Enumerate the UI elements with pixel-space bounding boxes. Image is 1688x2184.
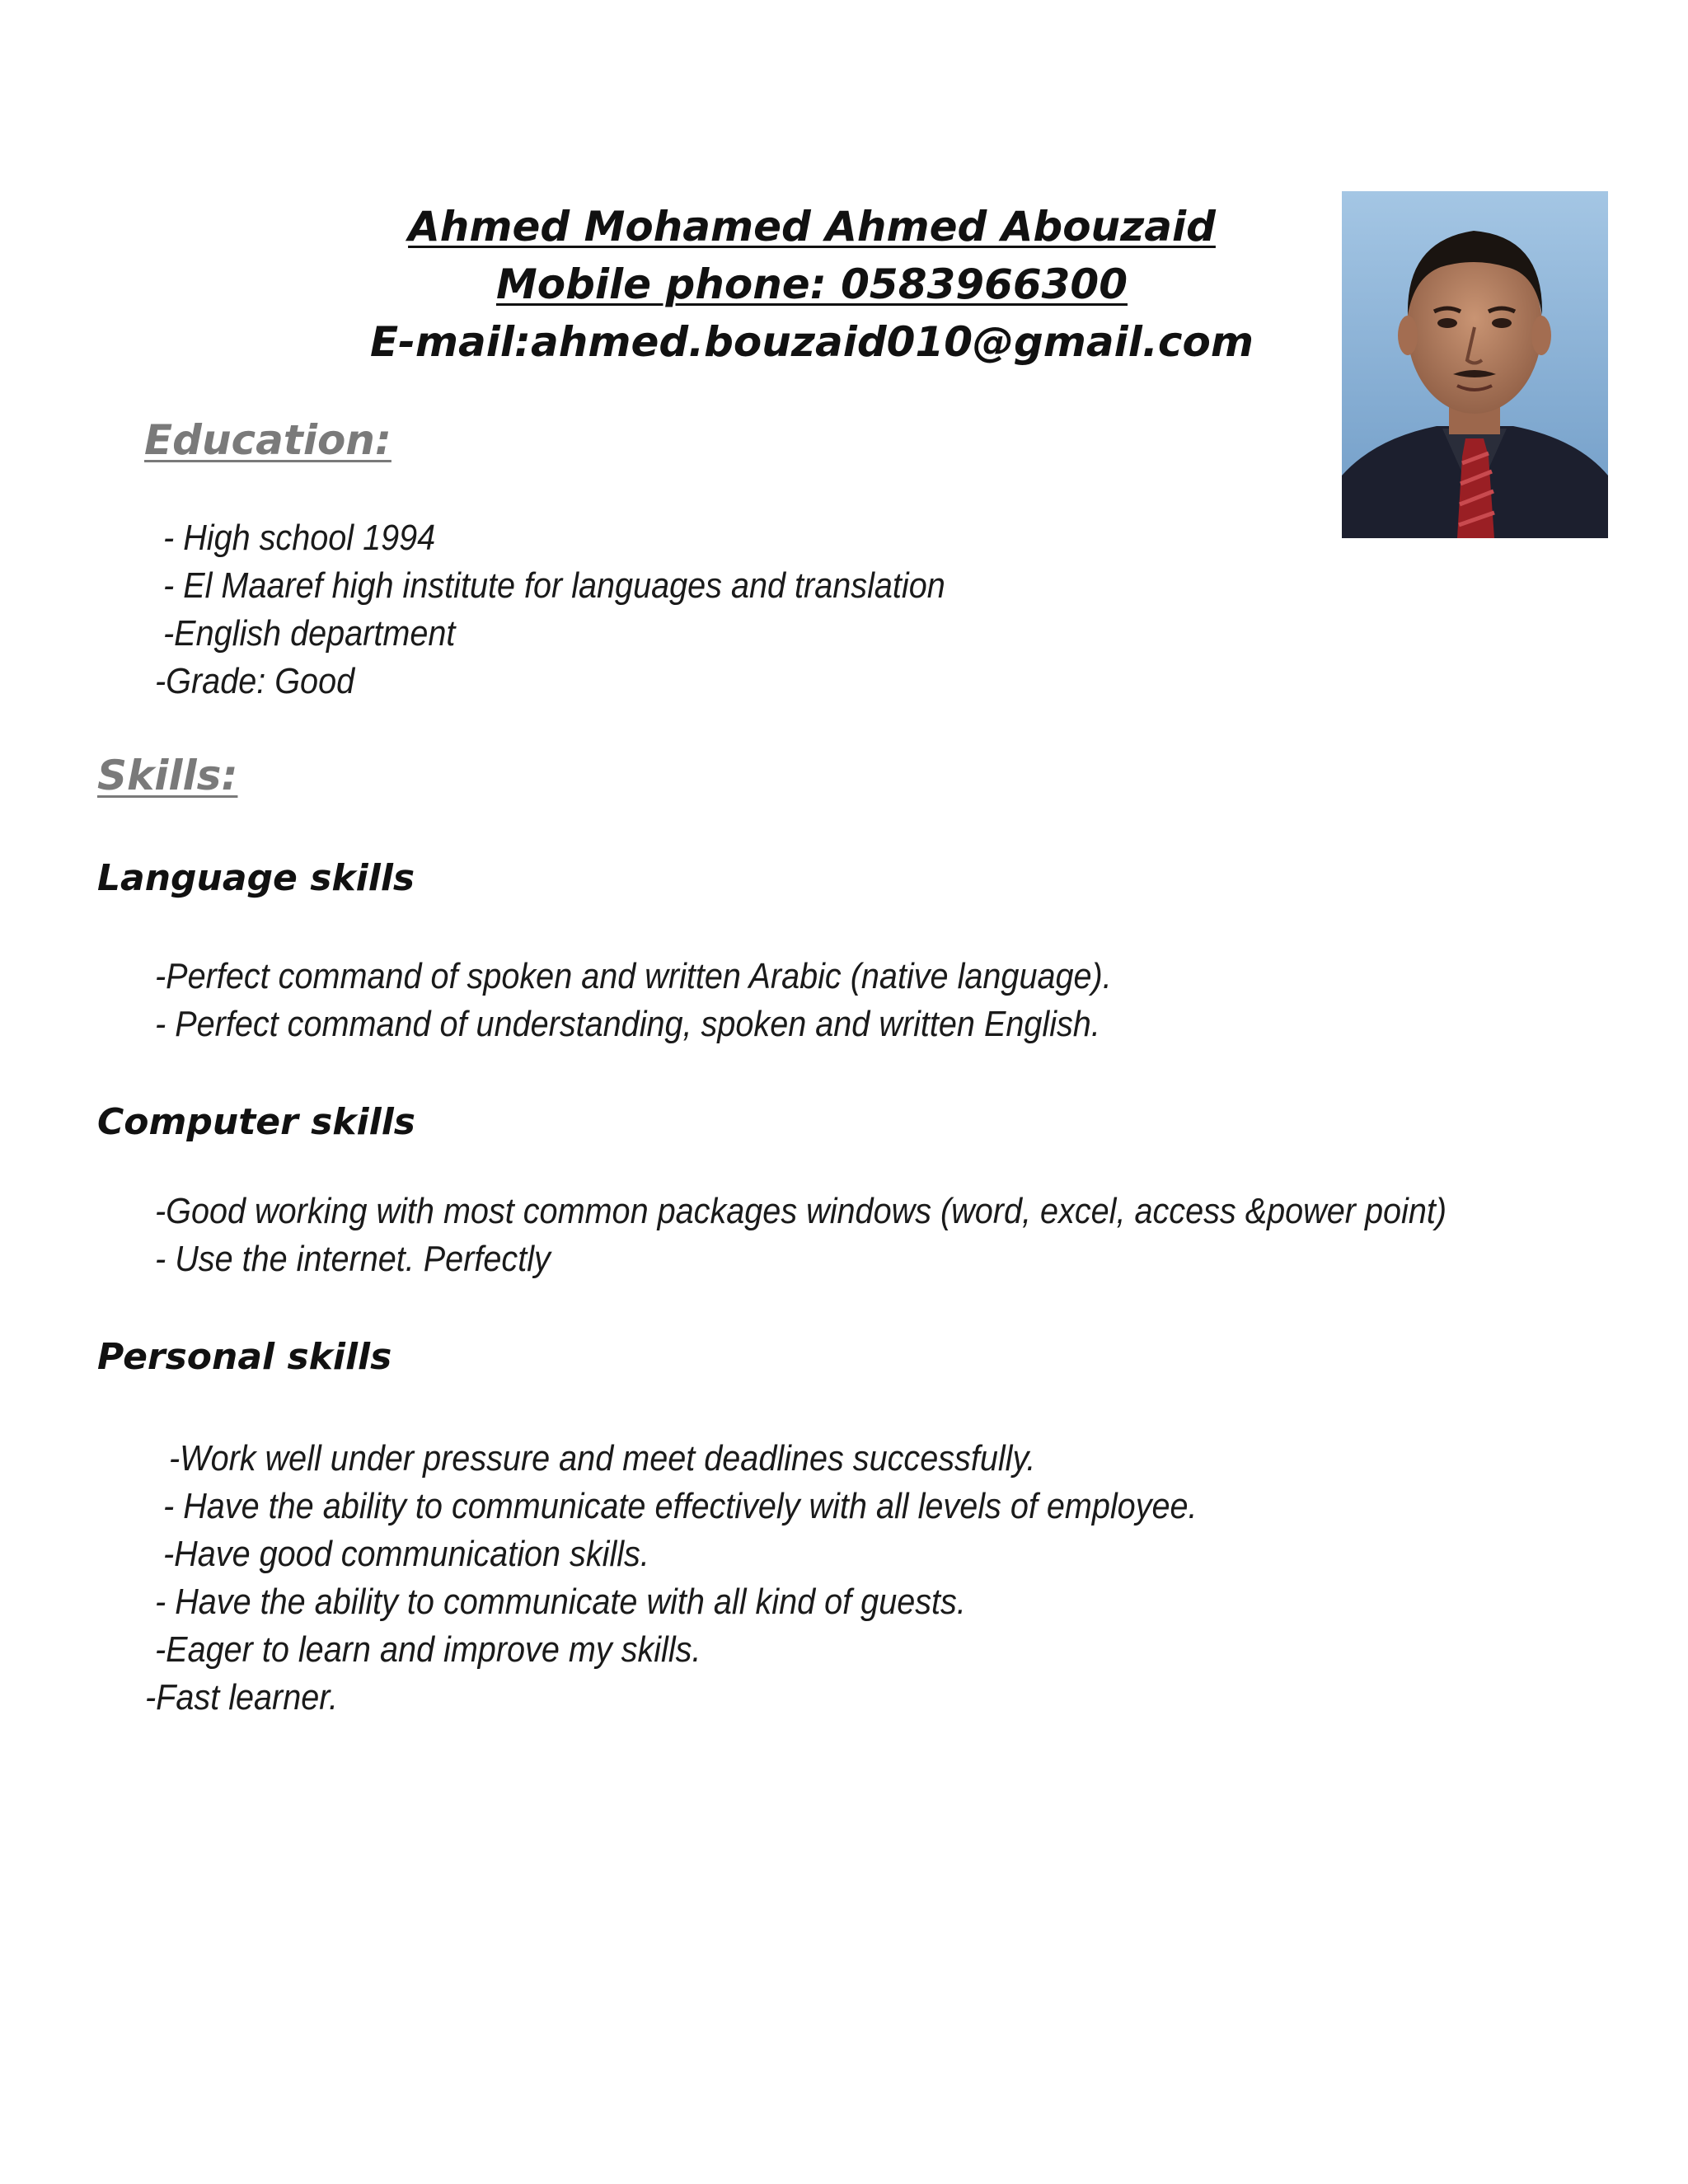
education-heading: Education: bbox=[144, 416, 392, 464]
education-item: -Grade: Good bbox=[155, 661, 355, 701]
applicant-name: Ahmed Mohamed Ahmed Abouzaid bbox=[408, 203, 1216, 251]
computer-skills-heading: Computer skills bbox=[97, 1101, 415, 1143]
language-skill-item: -Perfect command of spoken and written Arabic (native language). bbox=[155, 956, 1112, 996]
education-item: - High school 1994 bbox=[163, 518, 436, 558]
profile-photo-image bbox=[1342, 191, 1608, 538]
skills-heading: Skills: bbox=[97, 752, 238, 799]
personal-skill-item: -Work well under pressure and meet deadlines successfully. bbox=[169, 1438, 1036, 1479]
email-address: E-mail:ahmed.bouzaid010@gmail.com bbox=[369, 318, 1254, 366]
mobile-phone: Mobile phone: 0583966300 bbox=[495, 260, 1128, 308]
profile-photo bbox=[1342, 191, 1608, 538]
personal-skill-item: - Have the ability to communicate effectively with all levels of employee. bbox=[163, 1486, 1198, 1526]
personal-skill-item: -Eager to learn and improve my skills. bbox=[155, 1629, 701, 1670]
personal-skill-item: - Have the ability to communicate with all kind of guests. bbox=[155, 1582, 966, 1622]
personal-skills-heading: Personal skills bbox=[97, 1336, 392, 1378]
education-item: -English department bbox=[163, 613, 456, 654]
computer-skill-item: - Use the internet. Perfectly bbox=[155, 1239, 551, 1279]
language-skills-heading: Language skills bbox=[97, 857, 415, 899]
education-item: - El Maaref high institute for languages and translation bbox=[163, 565, 945, 606]
computer-skill-item: -Good working with most common packages windows (word, excel, access &power point) bbox=[155, 1191, 1447, 1231]
resume-header bbox=[313, 198, 1311, 371]
personal-skill-item: -Have good communication skills. bbox=[163, 1534, 649, 1574]
language-skill-item: - Perfect command of understanding, spoken and written English. bbox=[155, 1004, 1100, 1044]
personal-skill-item: -Fast learner. bbox=[145, 1677, 339, 1718]
